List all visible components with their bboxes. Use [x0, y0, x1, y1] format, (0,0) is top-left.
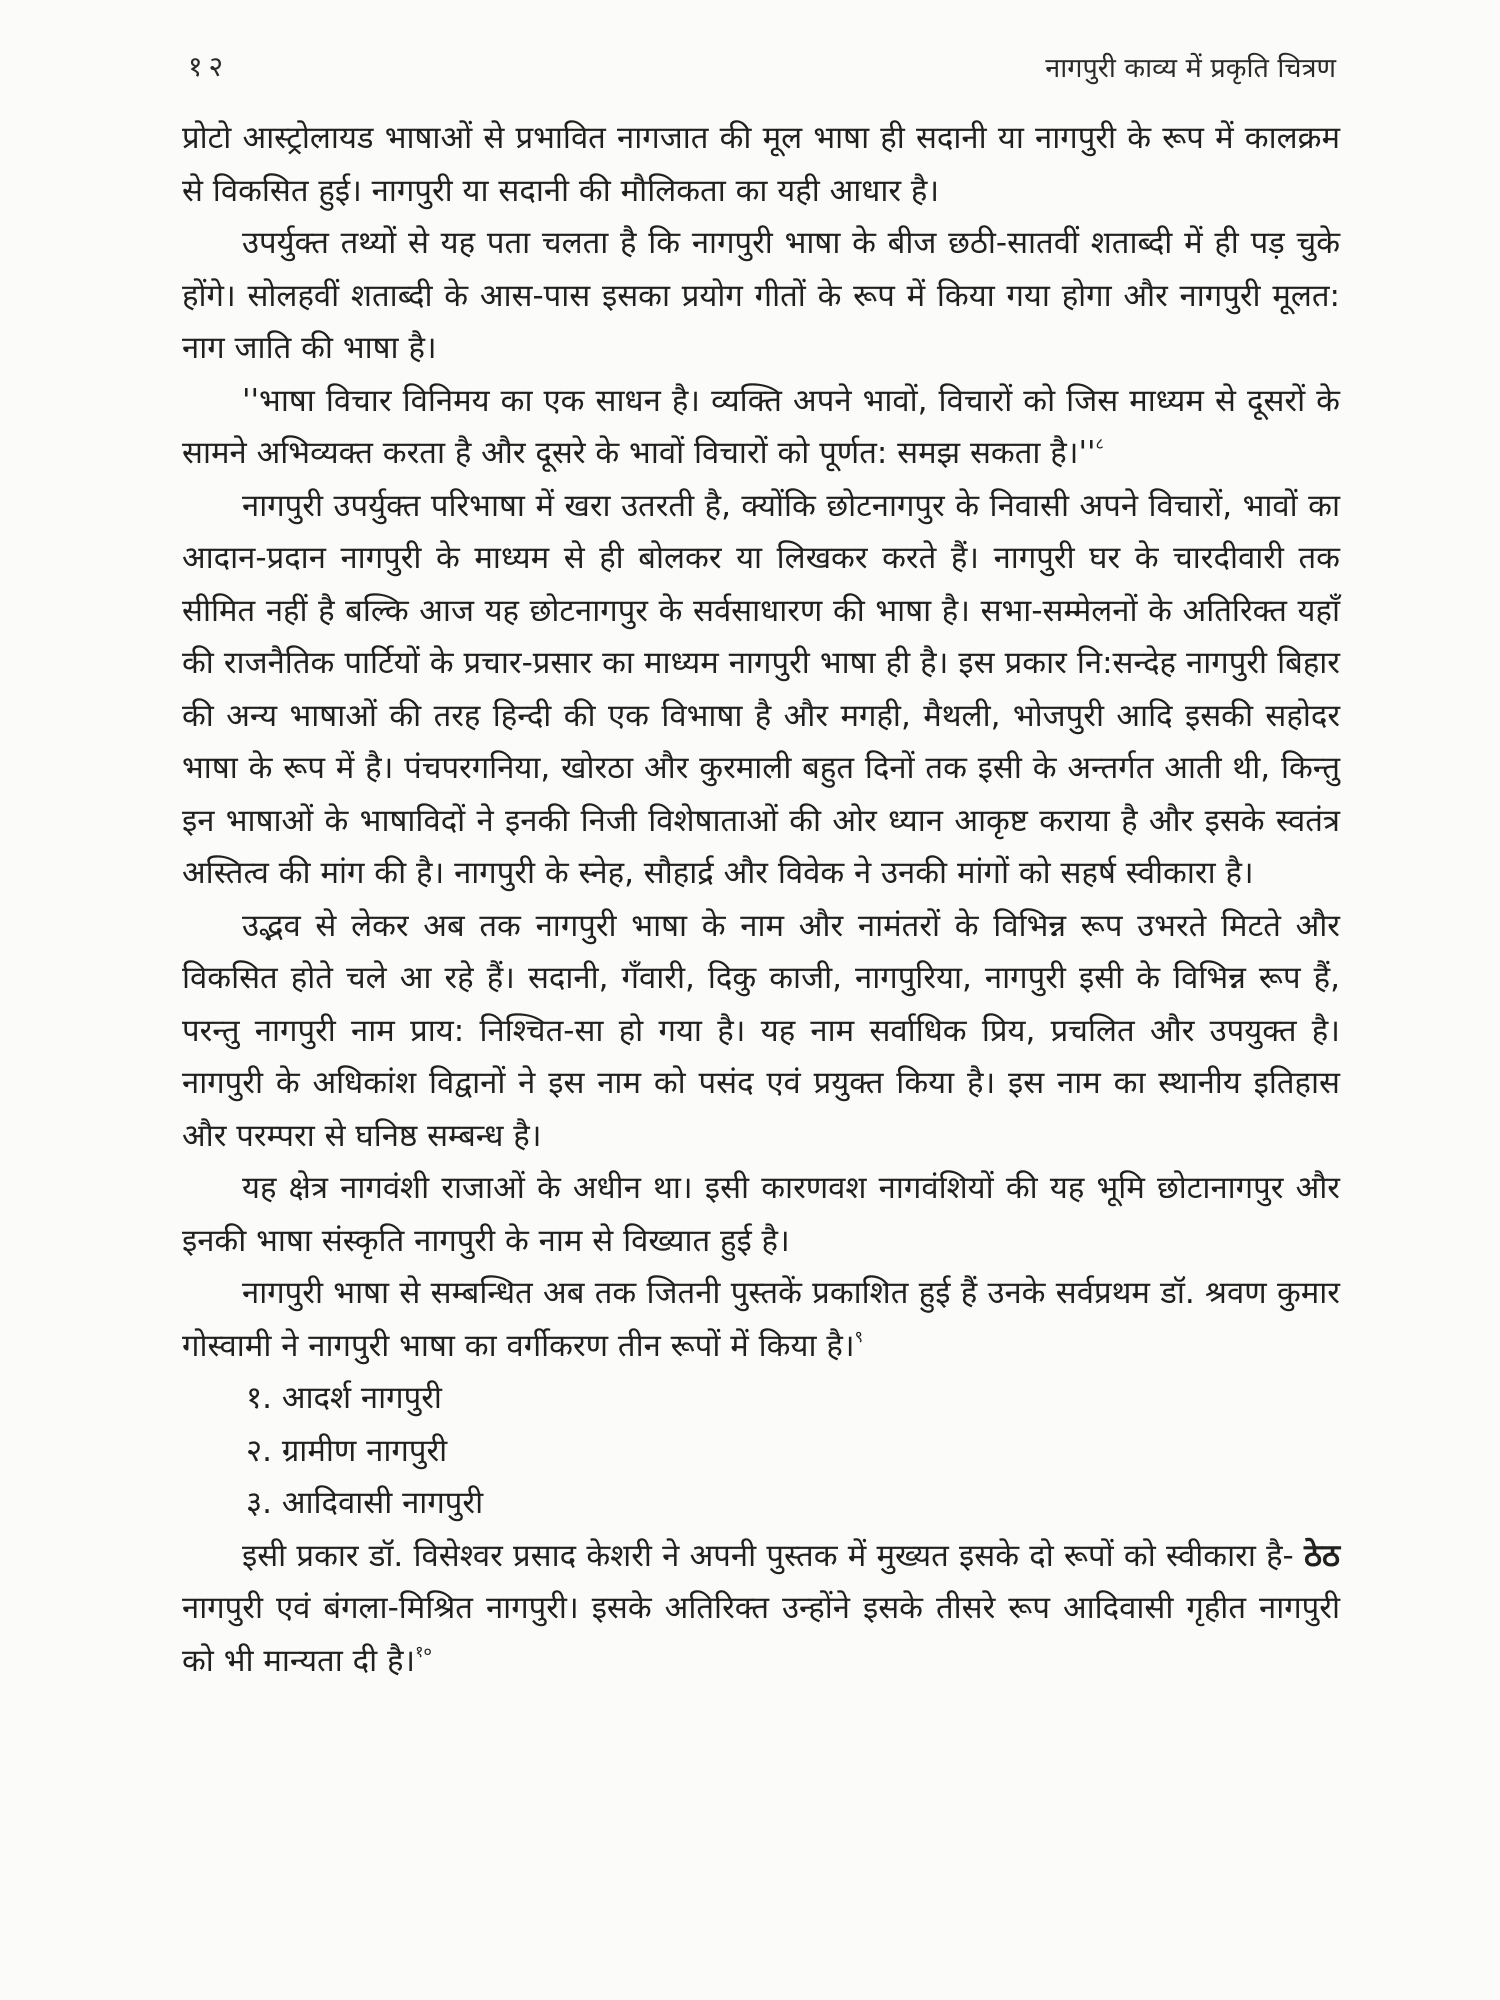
footnote-ref-9: ९: [854, 1326, 863, 1346]
closing-text-end: नागपुरी एवं बंगला-मिश्रित नागपुरी। इसके अतिरिक्त उन्होंने इसके तीसरे रूप आदिवासी गृहीत नागपुरी को भी मान्यता दी है।: [182, 1590, 1340, 1679]
footnote-ref-8: ८: [1095, 434, 1104, 453]
paragraph-6: [182, 1162, 1340, 1267]
paragraph-2-text: उपर्युक्त तथ्यों से यह पता चलता है कि नागपुरी भाषा के बीज छठी-सातवीं शताब्दी में ही पड़ चुके होंगे। सोलहवीं शताब्दी के आस-पास इसका प्रयोग गीतों के रूप में किया गया होगा और नागपुरी मूलत: नाग जाति की भाषा है।: [182, 225, 1340, 366]
list-item: १. आदर्श नागपुरी: [246, 1380, 442, 1416]
paragraph-4-text: नागपुरी उपर्युक्त परिभाषा में खरा उतरती है, क्योंकि छोटनागपुर के निवासी अपने विचारों, भावों का आदान-प्रदान नागपुरी के माध्यम से ही बोलकर या लिखकर करते हैं। नागपुरी घर के चारदीवारी तक सीमित नहीं है बल्कि आज यह छोटनागपुर के सर्वसाधारण की भाषा है। सभा-सम्मेलनों के अतिरिक्त यहाँ की राजनैतिक पार्टियों के प्रचार-प्रसार का माध्यम नागपुरी भाषा ही है। इस प्रकार नि:सन्देह नागपुरी बिहार की अन्य भाषाओं की तरह हिन्दी की एक विभाषा है और मगही, मैथली, भोजपुरी आदि इसकी सहोदर भाषा के रूप में है। पंचपरगनिया, खोरठा और कुरमाली बहुत दिनों तक इसी के अन्तर्गत आती थी, किन्तु इन भाषाओं के भाषाविदों ने इनकी निजी विशेषाताओं की ओर ध्यान आकृष्ट कराया है और इसके स्वतंत्र अस्तित्व की मांग की है। नागपुरी के स्नेह, सौहार्द्र और विवेक ने उनकी मांगों को सहर्ष स्वीकारा है।: [182, 487, 1340, 891]
page-number: १२: [188, 50, 230, 83]
paragraph-2: [182, 217, 1340, 375]
paragraph-1-text: प्रोटो आस्ट्रोलायड भाषाओं से प्रभावित नागजात की मूल भाषा ही सदानी या नागपुरी के रूप में कालक्रम से विकसित हुई। नागपुरी या सदानी की मौलिकता का यही आधार है।: [182, 120, 1340, 209]
footnote-ref-10: १०: [415, 1641, 432, 1661]
paragraph-6-text: यह क्षेत्र नागवंशी राजाओं के अधीन था। इसी कारणवश नागवंशियों की यह भूमि छोटानागपुर और इनकी भाषा संस्कृति नागपुरी के नाम से विख्यात हुई है।: [182, 1170, 1340, 1259]
closing-text-start: इसी प्रकार डॉ. विसेश्वर प्रसाद केशरी ने अपनी पुस्तक में मुख्यत इसके दो रूपों को स्वीकारा है-: [242, 1537, 1304, 1574]
paragraph-5: [182, 900, 1340, 1163]
closing-bold-word: ठेठ: [1303, 1537, 1340, 1574]
page-header: [188, 42, 1336, 90]
list-item: ३. आदिवासी नागपुरी: [246, 1485, 484, 1521]
paragraph-7: [182, 1267, 1340, 1372]
paragraph-1: [182, 112, 1340, 217]
page-body: [182, 112, 1340, 1687]
paragraph-quote: [182, 375, 1340, 480]
paragraph-4: [182, 480, 1340, 900]
paragraph-quote-text: ''भाषा विचार विनिमय का एक साधन है। व्यक्ति अपने भावों, विचारों को जिस माध्यम से दूसरों के सामने अभिव्यक्त करता है और दूसरे के भावों विचारों को पूर्णत: समझ सकता है।'': [182, 382, 1340, 471]
list-item: २. ग्रामीण नागपुरी: [246, 1432, 448, 1469]
paragraph-5-text: उद्भव से लेकर अब तक नागपुरी भाषा के नाम और नामंतरों के विभिन्न रूप उभरते मिटते और विकसित होते चले आ रहे हैं। सदानी, गँवारी, दिकु काजी, नागपुरिया, नागपुरी इसी के विभिन्न रूप हैं, परन्तु नागपुरी नाम प्राय: निश्चित-सा हो गया है। यह नाम सर्वाधिक प्रिय, प्रचलित और उपयुक्त है। नागपुरी के अधिकांश विद्वानों ने इस नाम को पसंद एवं प्रयुक्त किया है। इस नाम का स्थानीय इतिहास और परम्परा से घनिष्ठ सम्बन्ध है।: [182, 907, 1340, 1154]
running-title: नागपुरी काव्य में प्रकृति चित्रण: [1045, 52, 1336, 84]
paragraph-7-text: नागपुरी भाषा से सम्बन्धित अब तक जितनी पुस्तकें प्रकाशित हुई हैं उनके सर्वप्रथम डॉ. श्रवण कुमार गोस्वामी ने नागपुरी भाषा का वर्गीकरण तीन रूपों में किया है।: [182, 1275, 1340, 1364]
paragraph-closing: [182, 1530, 1340, 1688]
